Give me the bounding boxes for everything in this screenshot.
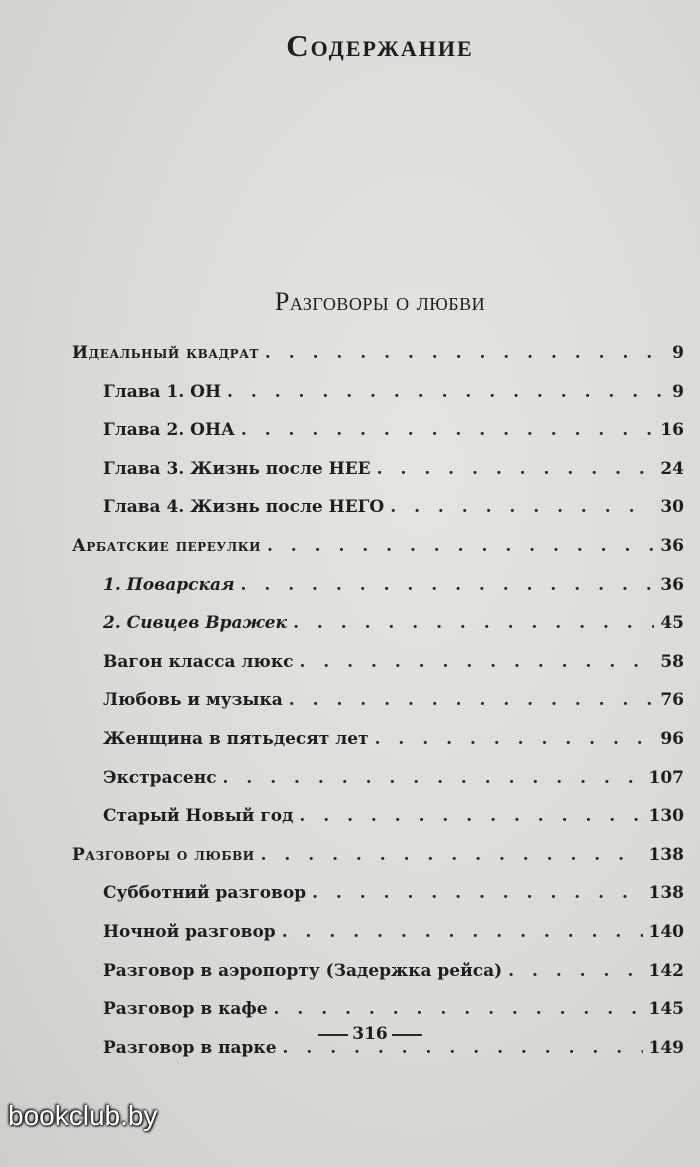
toc-entry[interactable] [72,613,684,652]
toc-entry[interactable] [72,729,684,768]
leader-dots [261,845,643,865]
toc-entry[interactable] [72,806,684,845]
toc-entry-page: 107 [648,767,684,788]
toc-entry-label: Экстрасенс [103,767,217,788]
leader-dots [299,806,642,826]
toc-entry-label: Арбатские переулки [72,535,261,556]
toc-entry[interactable] [72,768,684,807]
page-number-text: 316 [352,1024,388,1044]
section-title: Разговоры о любви [274,287,486,316]
toc-entry-label: Любовь и музыка [103,690,283,711]
leader-dots [223,768,643,788]
toc-entry-label: 1. Поварская [103,574,235,595]
toc-entry-label: Старый Новый год [103,806,294,827]
page-number [0,1024,700,1044]
toc-entry[interactable] [72,961,684,1000]
toc-entry-page: 9 [672,343,684,363]
show-through-text [430,90,690,122]
leader-dots [289,690,655,710]
folio-rule-right [392,1034,422,1036]
toc-entry-page: 96 [660,728,684,749]
toc-entry-label: Глава 3. Жизнь после НЕЕ [103,458,371,479]
toc-entry-label: Разговор в аэропорту (Задержка рейса) [103,960,503,981]
toc-entry-page: 145 [648,999,684,1020]
toc-entry-page: 140 [648,921,684,942]
leader-dots [282,922,643,942]
watermark: bookclub.by [8,1100,158,1131]
toc-entry-label: Идеальный квадрат [72,343,259,363]
toc-entry-page: 30 [660,497,684,518]
toc-entry-page: 36 [660,574,684,595]
toc-entry-page: 16 [660,420,684,441]
leader-dots [274,999,643,1019]
toc-entry-label: Субботний разговор [103,883,307,904]
leader-dots [241,575,655,595]
toc-entry-page: 36 [660,535,684,556]
toc-entry-label: Разговор в кафе [103,999,268,1020]
toc-entry-label: 2. Сивцев Вражек [103,613,288,634]
table-of-contents [72,343,684,1076]
toc-entry-page: 24 [660,458,684,479]
toc-entry[interactable] [72,420,684,459]
leader-dots [377,459,655,479]
toc-entry[interactable] [72,845,684,884]
toc-entry[interactable] [72,690,684,729]
toc-entry[interactable] [72,459,684,498]
toc-entry-label: Разговор в парке [103,1037,277,1058]
toc-entry-page: 9 [672,381,684,402]
leader-dots [267,536,654,556]
toc-entry-page: 149 [648,1037,684,1058]
toc-entry-label: Женщина в пятьдесят лет [103,728,369,749]
toc-entry-label: Разговоры о любви [72,844,255,865]
leader-dots [299,652,654,672]
leader-dots [508,961,642,981]
toc-entry-page: 76 [660,690,684,711]
leader-dots [293,613,654,633]
toc-entry[interactable] [72,536,684,575]
toc-entry-label: Глава 4. Жизнь после НЕГО [103,497,385,518]
leader-dots [375,729,655,749]
toc-entry-page: 138 [648,883,684,904]
toc-entry-page: 130 [648,806,684,827]
toc-entry[interactable] [72,922,684,961]
toc-entry[interactable] [72,883,684,922]
leader-dots [265,343,666,363]
toc-entry-label: Глава 1. ОН [103,381,222,402]
leader-dots [312,883,642,903]
toc-entry[interactable] [72,652,684,691]
folio-rule-left [318,1034,348,1036]
toc-entry-label: Ночной разговор [103,921,276,942]
toc-entry-label: Глава 2. ОНА [103,420,235,441]
toc-entry-page: 142 [648,960,684,981]
leader-dots [241,420,654,440]
toc-entry[interactable] [72,343,684,382]
leader-dots [227,382,666,402]
page-title: Содержание [286,28,474,63]
toc-entry[interactable] [72,382,684,421]
toc-entry-label: Вагон класса люкс [103,651,294,672]
leader-dots [390,497,654,517]
toc-entry-page: 138 [648,844,684,865]
toc-entry[interactable] [72,497,684,536]
toc-entry[interactable] [72,575,684,614]
toc-entry-page: 58 [660,651,684,672]
toc-entry-page: 45 [660,613,684,634]
